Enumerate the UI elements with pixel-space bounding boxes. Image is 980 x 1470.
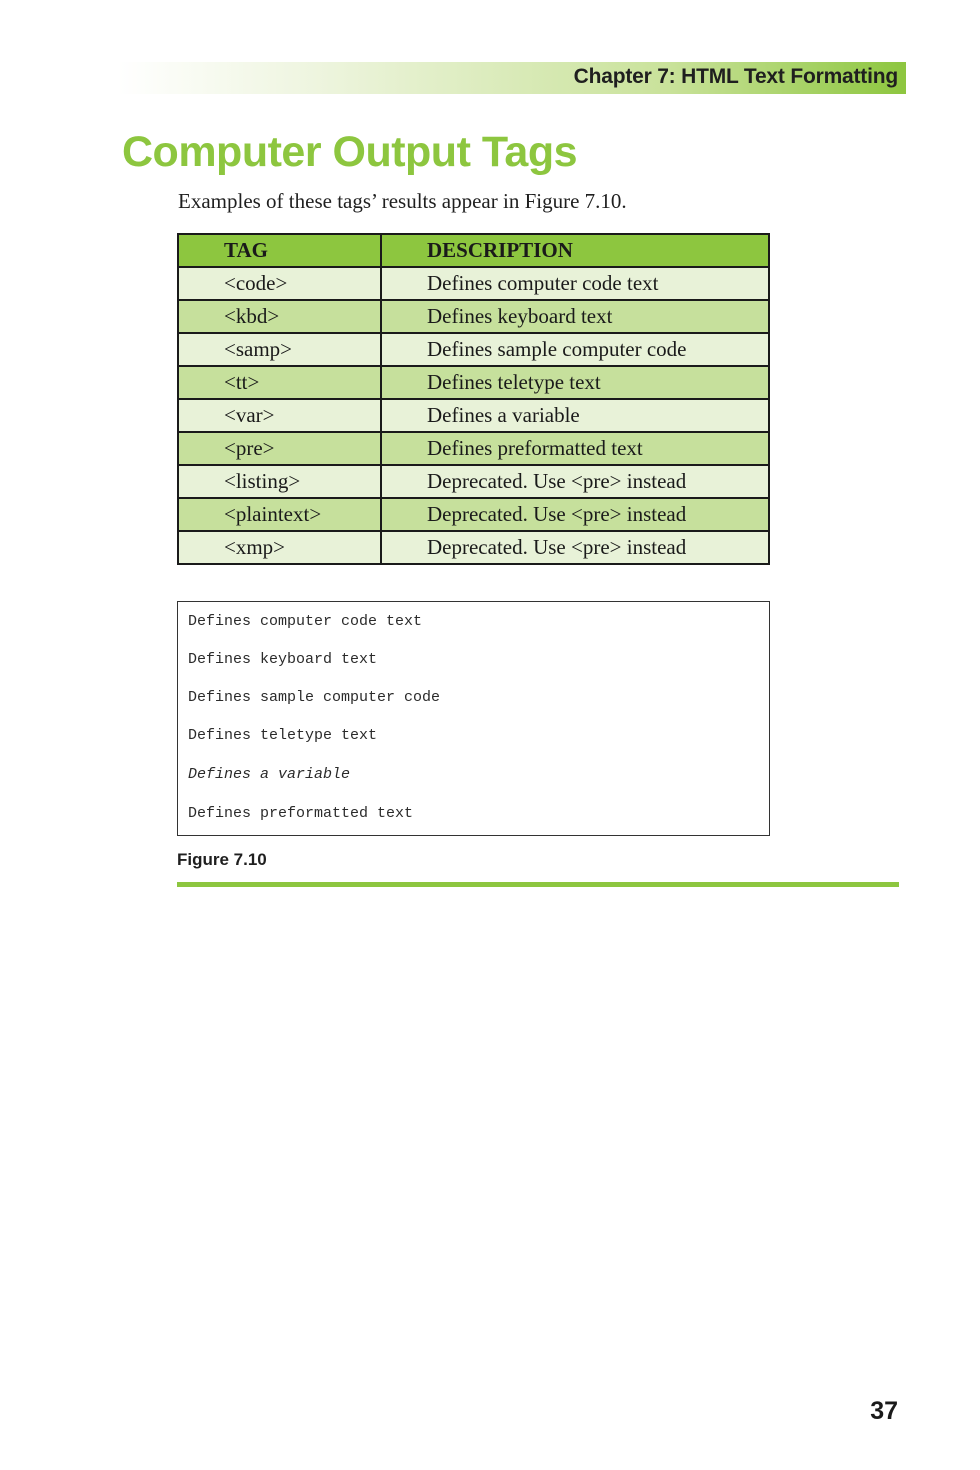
figure-line-samp: Defines sample computer code bbox=[188, 689, 441, 706]
section-title: Computer Output Tags bbox=[122, 128, 578, 176]
description-cell: Defines sample computer code bbox=[381, 333, 769, 366]
table-row bbox=[178, 267, 769, 300]
figure-line-kbd: Defines keyboard text bbox=[188, 651, 378, 668]
figure-caption: Figure 7.10 bbox=[177, 850, 267, 869]
chapter-header-bar bbox=[118, 62, 906, 94]
page-number: 37 bbox=[870, 1397, 898, 1425]
header-tag: TAG bbox=[178, 234, 381, 267]
table-row bbox=[178, 498, 769, 531]
header-description: DESCRIPTION bbox=[381, 234, 769, 267]
tag-cell: <xmp> bbox=[178, 531, 381, 564]
figure-output-box bbox=[177, 601, 770, 836]
description-cell: Defines preformatted text bbox=[381, 432, 769, 465]
description-cell: Defines computer code text bbox=[381, 267, 769, 300]
figure-line-var: Defines a variable bbox=[188, 766, 351, 783]
tag-cell: <plaintext> bbox=[178, 498, 381, 531]
tag-cell: <code> bbox=[178, 267, 381, 300]
tags-table bbox=[177, 233, 770, 565]
figure-line-tt: Defines teletype text bbox=[188, 727, 378, 744]
intro-paragraph: Examples of these tags’ results appear in Figure 7.10. bbox=[178, 189, 627, 213]
table-row bbox=[178, 333, 769, 366]
table-row bbox=[178, 432, 769, 465]
figure-line-pre: Defines preformatted text bbox=[188, 805, 414, 822]
description-cell: Defines a variable bbox=[381, 399, 769, 432]
tag-cell: <samp> bbox=[178, 333, 381, 366]
tag-cell: <pre> bbox=[178, 432, 381, 465]
table-row bbox=[178, 300, 769, 333]
chapter-title: Chapter 7: HTML Text Formatting bbox=[573, 65, 898, 88]
table-header-row bbox=[178, 234, 769, 267]
section-divider bbox=[177, 882, 899, 887]
tag-cell: <kbd> bbox=[178, 300, 381, 333]
table-row bbox=[178, 531, 769, 564]
figure-line-code: Defines computer code text bbox=[188, 613, 423, 630]
tag-cell: <tt> bbox=[178, 366, 381, 399]
tag-cell: <listing> bbox=[178, 465, 381, 498]
description-cell: Deprecated. Use <pre> instead bbox=[381, 498, 769, 531]
description-cell: Defines teletype text bbox=[381, 366, 769, 399]
tag-cell: <var> bbox=[178, 399, 381, 432]
table-row bbox=[178, 465, 769, 498]
description-cell: Deprecated. Use <pre> instead bbox=[381, 465, 769, 498]
table-row bbox=[178, 366, 769, 399]
table-row bbox=[178, 399, 769, 432]
description-cell: Deprecated. Use <pre> instead bbox=[381, 531, 769, 564]
description-cell: Defines keyboard text bbox=[381, 300, 769, 333]
